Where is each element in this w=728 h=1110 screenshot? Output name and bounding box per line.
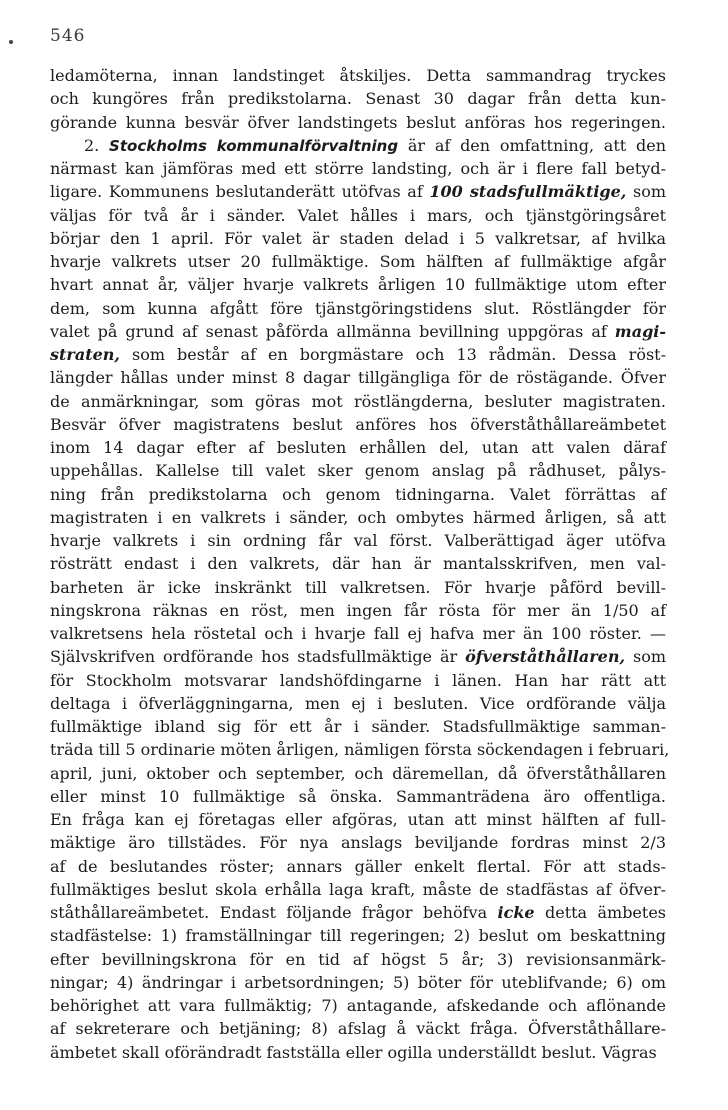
text-line <box>50 901 666 924</box>
emphasis-term: magi- <box>614 321 666 341</box>
text-line: En fråga kan ej företagas eller afgöras, utan att minst hälften af full- <box>50 810 666 829</box>
text-line: hvarje valkrets utser 20 fullmäktige. Som hälften af fullmäktige afgår <box>50 252 666 271</box>
text-segment: Självskrifven ordförande hos stadsfullmäktige är <box>50 647 466 667</box>
text-line: längder hållas under minst 8 dagar tillgängliga för de röstägande. Öfver <box>50 368 666 388</box>
text-line: hvarje valkrets i sin ordning får val först. Valberättigad äger utöfva <box>50 531 666 550</box>
text-line: valkretsens hela röstetal och i hvarje fall ej hafva mer än 100 röster. — <box>50 624 666 643</box>
text-line: deltaga i öfverläggningarna, men ej i besluten. Vice ordförande välja <box>50 693 666 713</box>
text-segment: som <box>625 647 666 667</box>
text-line: börjar den 1 april. För valet är staden delad i 5 valkretsar, af hvilka <box>50 228 666 248</box>
text-segment: 2. <box>84 135 110 155</box>
text-line <box>50 134 666 157</box>
text-line <box>50 320 666 343</box>
text-line: eller minst 10 fullmäktige så önska. Sammanträdena äro offentliga. <box>50 786 666 806</box>
text-segment: valet på grund af senast påförda allmänna bevillning uppgöras af <box>50 321 615 341</box>
text-line: barheten är icke inskränkt till valkretsen. För hvarje påförd bevill- <box>50 577 666 597</box>
text-line: Besvär öfver magistratens beslut anföres hos öfverståthållareämbetet <box>50 414 666 434</box>
text-line: ämbetet skall oförändradt fastställa eller ogilla underställdt beslut. Vägras <box>50 1042 657 1062</box>
text-line: de anmärkningar, som göras mot röstlängderna, besluter magistraten. <box>50 391 666 411</box>
text-segment: är af den omfattning, att den <box>398 135 666 155</box>
text-segment: ligare. Kommunens beslutanderätt utöfvas af <box>50 182 430 202</box>
text-line: uppehållas. Kallelse till valet sker genom anslag på rådhuset, pålys- <box>50 461 666 481</box>
text-line: ningar; 4) ändringar i arbetsordningen; 5) böter för uteblifvande; 6) om <box>50 972 666 992</box>
text-line: hvart annat år, väljer hvarje valkrets årligen 10 fullmäktige utom efter <box>50 275 666 295</box>
text-line: inom 14 dagar efter af besluten erhållen del, utan att valen däraf <box>50 438 666 457</box>
text-line: stadfästelse: 1) framställningar till regeringen; 2) beslut om beskattning <box>50 926 666 946</box>
text-line: närmast kan jämföras med ett större landsting, och är i flere fall betyd- <box>50 159 666 178</box>
text-line: träda till 5 ordinarie möten årligen, nämligen första söckendagen i februari, <box>50 740 670 760</box>
text-line: fullmäktige ibland sig för ett år i sänder. Stadsfullmäktige samman- <box>50 717 666 736</box>
text-line: magistraten i en valkrets i sänder, och ombytes härmed årligen, så att <box>50 507 666 527</box>
text-segment: som <box>626 182 667 202</box>
text-line: rösträtt endast i den valkrets, där han är mantalsskrifven, men val- <box>50 554 666 574</box>
text-segment: som består af en borgmästare och 13 rådmän. Dessa röst- <box>119 345 666 364</box>
emphasis-term: 100 stadsfullmäktige, <box>429 182 627 202</box>
text-line: af de beslutandes röster; annars gäller enkelt flertal. För att stads- <box>50 856 666 876</box>
text-line: mäktige äro tillstädes. För nya anslags beviljande fordras minst 2/3 <box>50 833 666 853</box>
text-line: ningskrona räknas en röst, men ingen får rösta för mer än 1/50 af <box>50 600 666 620</box>
emphasis-term: öfverståthållaren, <box>465 647 626 667</box>
text-segment: ståthållareämbetet. Endast följande frågor behöfva <box>50 903 498 922</box>
text-line <box>50 645 666 668</box>
text-line: för Stockholm motsvarar landshöfdingarne i länen. Han har rätt att <box>50 670 666 690</box>
text-line: fullmäktiges beslut skola erhålla laga kraft, måste de stadfästas af öfver- <box>50 879 666 899</box>
text-line: ledamöterna, innan landstinget åtskiljes. Detta sammandrag tryckes <box>50 66 666 85</box>
text-line: och kungöres från predikstolarna. Senast 30 dagar från detta kun- <box>50 89 666 109</box>
emphasis-term: icke <box>497 903 535 922</box>
body-text <box>50 64 670 1064</box>
text-line: väljas för två år i sänder. Valet hålles i mars, och tjänstgöringsåret <box>50 205 666 225</box>
text-line <box>50 343 666 366</box>
text-line: af sekreterare och betjäning; 8) afslag å väckt fråga. Öfverståthållare- <box>50 1019 666 1039</box>
text-line: april, juni, oktober och september, och däremellan, då öfverståthållaren <box>50 763 666 783</box>
text-line: ning från predikstolarna och genom tidningarna. Valet förrättas af <box>50 484 666 504</box>
page-number: 546 <box>50 26 86 46</box>
text-line: görande kunna besvär öfver landstingets beslut anföras hos regeringen. <box>50 112 666 132</box>
text-line: efter bevillningskrona för en tid af högst 5 år; 3) revisionsanmärk- <box>50 949 666 969</box>
text-line: dem, som kunna afgått före tjänstgöringstidens slut. Röstlängder för <box>50 298 666 318</box>
margin-mark <box>9 40 13 44</box>
emphasis-heading: Stockholms kommunalförvaltning <box>109 136 399 155</box>
text-segment: detta ämbetes <box>534 903 667 922</box>
text-line <box>50 180 666 203</box>
emphasis-term: straten, <box>50 345 120 364</box>
text-line: behörighet att vara fullmäktig; 7) antagande, afskedande och aflönande <box>50 996 666 1015</box>
